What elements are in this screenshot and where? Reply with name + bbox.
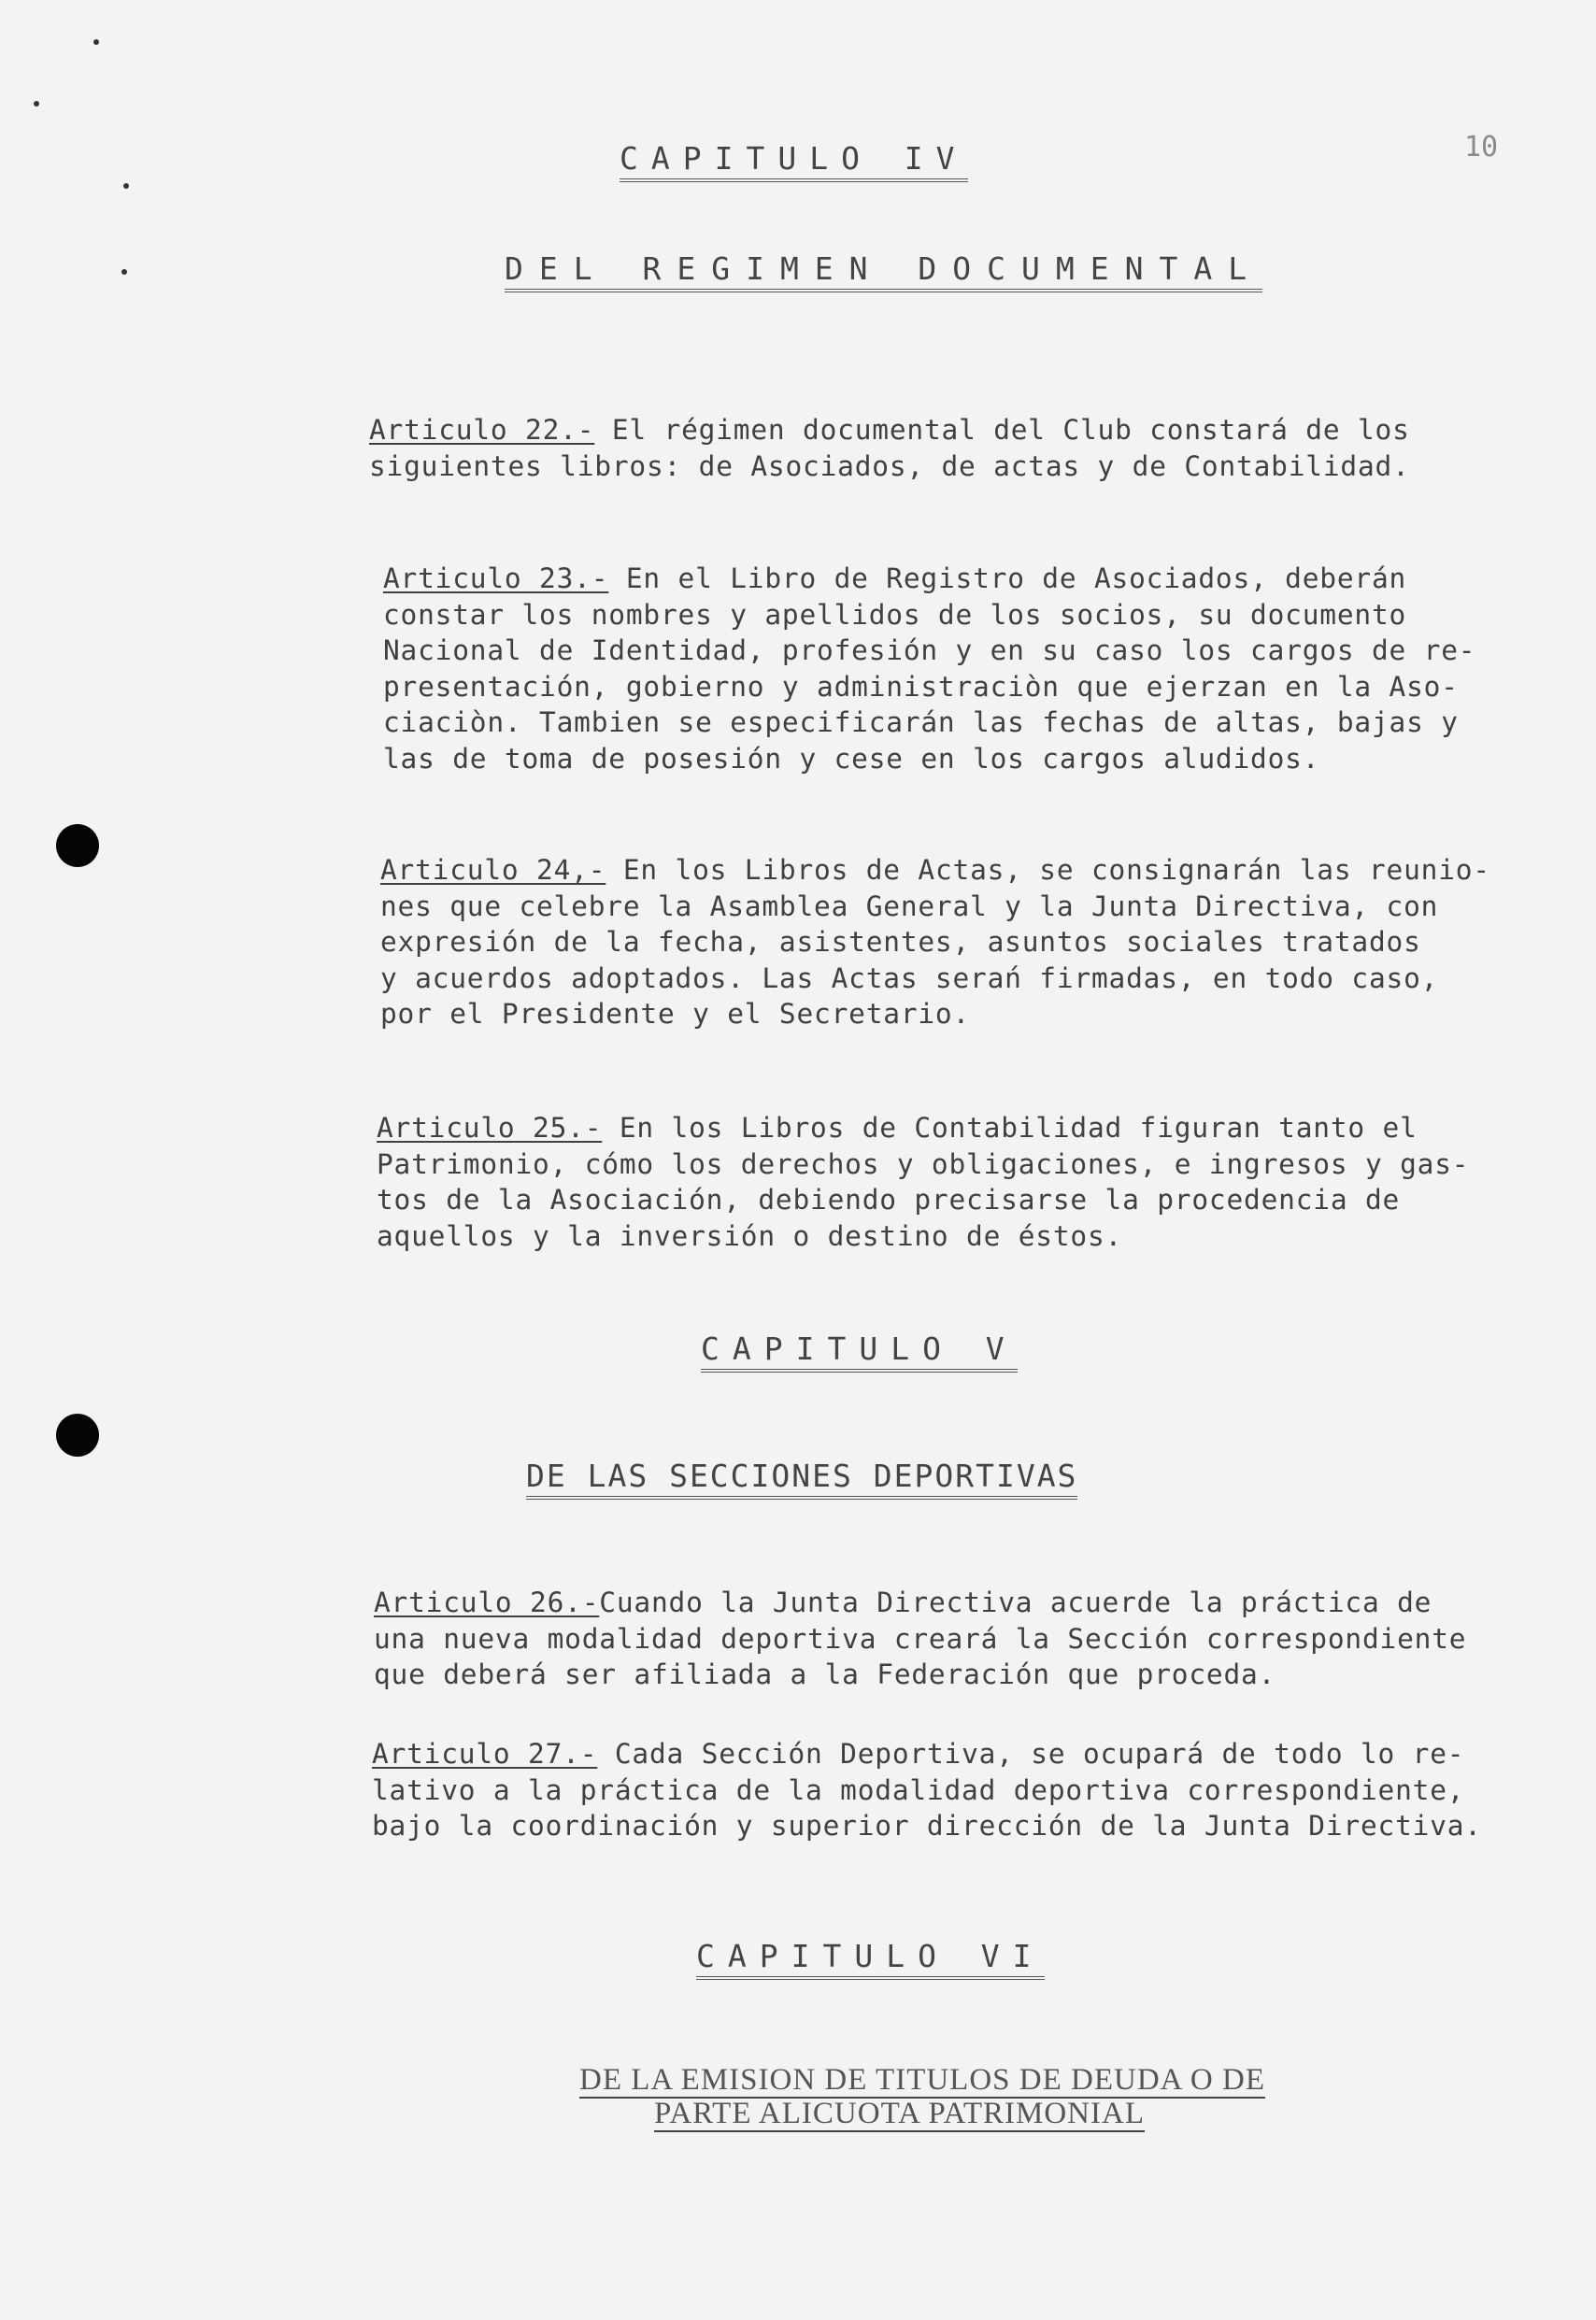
article-27-line-3: bajo la coordinación y superior dirección de la Junta Directiva. — [372, 1810, 1482, 1842]
article-22-line-2: siguientes libros: de Asociados, de actas y de Contabilidad. — [369, 449, 1410, 482]
article-23-line-4: presentación, gobierno y administraciòn que ejerzan en la Aso- — [383, 670, 1459, 703]
chapter-5-heading: CAPITULO V — [701, 1331, 1018, 1373]
article-23 — [383, 561, 1596, 776]
speck — [121, 269, 127, 275]
speck — [123, 183, 129, 189]
punch-hole-bottom — [56, 1414, 99, 1457]
article-24 — [380, 852, 1595, 1032]
page-number: 10 — [1464, 131, 1499, 164]
article-25-line-3: tos de la Asociación, debiendo precisarse la procedencia de — [377, 1184, 1401, 1216]
article-25 — [377, 1110, 1591, 1254]
article-25-line-4: aquellos y la inversión o destino de éstos. — [377, 1219, 1123, 1252]
article-22-line-1: El régimen documental del Club constará de los — [594, 414, 1410, 446]
article-24-line-3: expresión de la fecha, asistentes, asuntos sociales tratados — [380, 926, 1421, 958]
article-23-line-1: En el Libro de Registro de Asociados, deberán — [608, 562, 1407, 594]
article-27-label: Articulo 27.- — [372, 1738, 598, 1770]
article-26-line-1: Cuando la Junta Directiva acuerde la práctica de — [599, 1587, 1432, 1618]
article-26-line-2: una nueva modalidad deportiva creará la Sección correspondiente — [374, 1622, 1467, 1655]
article-25-line-2: Patrimonio, cómo los derechos y obligaciones, e ingresos y gas- — [377, 1147, 1470, 1180]
chapter-6-heading: CAPITULO VI — [696, 1938, 1045, 1980]
article-27-line-1: Cada Sección Deportiva, se ocupará de todo lo re- — [597, 1738, 1465, 1770]
article-27-line-2: lativo a la práctica de la modalidad deportiva correspondiente, — [372, 1773, 1465, 1806]
article-23-label: Articulo 23.- — [383, 562, 609, 594]
article-26-line-3: que deberá ser afiliada a la Federación que proceda. — [374, 1658, 1276, 1690]
article-24-line-4: y acuerdos adoptados. Las Actas serań firmadas, en todo caso, — [380, 961, 1439, 994]
article-26-label: Articulo 26.- — [374, 1587, 600, 1618]
article-22-label: Articulo 22.- — [369, 414, 595, 446]
article-24-label: Articulo 24,- — [380, 854, 606, 886]
chapter-6-title-text-2: PARTE ALICUOTA PATRIMONIAL — [654, 2097, 1145, 2130]
article-24-line-1: En los Libros de Actas, se consignarán las reunio- — [606, 854, 1490, 886]
chapter-5-subheading: DE LAS SECCIONES DEPORTIVAS — [526, 1458, 1077, 1500]
article-24-line-5: por el Presidente y el Secretario. — [380, 998, 971, 1030]
article-23-line-5: ciaciòn. Tambien se especificarán las fechas de altas, bajas y — [383, 706, 1459, 738]
article-23-line-6: las de toma de posesión y cese en los cargos aludidos. — [383, 742, 1320, 775]
chapter-4-heading: CAPITULO IV — [620, 140, 968, 182]
article-22 — [369, 412, 1584, 484]
punch-hole-top — [56, 824, 99, 867]
speck — [34, 101, 39, 107]
article-25-label: Articulo 25.- — [377, 1112, 603, 1144]
chapter-6-title-line-1 — [579, 2063, 1265, 2098]
article-25-line-1: En los Libros de Contabilidad figuran tanto el — [602, 1112, 1418, 1144]
article-27 — [372, 1736, 1587, 1844]
article-24-line-2: nes que celebre la Asamblea General y la Junta Directiva, con — [380, 890, 1439, 922]
article-26 — [374, 1585, 1589, 1693]
chapter-4-subheading: DEL REGIMEN DOCUMENTAL — [505, 250, 1262, 292]
chapter-6-title-line-2 — [654, 2097, 1145, 2131]
chapter-6-title-text-1: DE LA EMISION DE TITULOS DE DEUDA O DE — [579, 2063, 1265, 2097]
speck — [93, 39, 99, 45]
article-23-line-2: constar los nombres y apellidos de los socios, su documento — [383, 598, 1407, 631]
article-23-line-3: Nacional de Identidad, profesión y en su caso los cargos de re- — [383, 634, 1476, 666]
